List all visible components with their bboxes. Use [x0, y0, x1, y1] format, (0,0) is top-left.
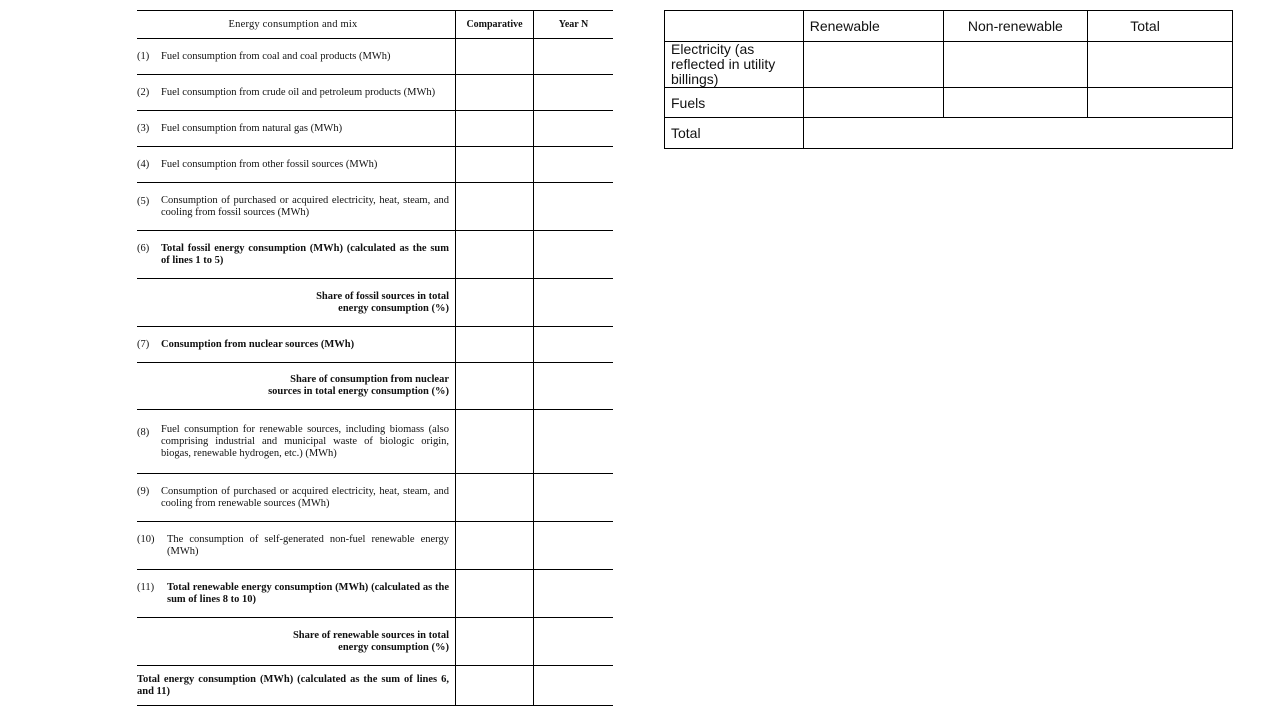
year-value-cell[interactable] [533, 111, 613, 146]
table-row [137, 231, 613, 279]
row-label: Share of renewable sources in total energy consumption (%) [292, 629, 449, 653]
table-row [137, 279, 613, 327]
row-label-electricity: Electricity (as reflected in utility billings) [665, 42, 804, 88]
table-row [137, 327, 613, 363]
table-row [137, 570, 613, 618]
year-value-cell[interactable] [533, 75, 613, 110]
comparative-value-cell[interactable] [455, 279, 533, 326]
table-header-row [137, 10, 613, 39]
row-label: Consumption of purchased or acquired electricity, heat, steam, and cooling from fossil sources (MWh) [161, 194, 449, 218]
comparative-value-cell[interactable] [455, 666, 533, 705]
comparative-value-cell[interactable] [455, 474, 533, 521]
table-row [137, 618, 613, 666]
table-title: Energy consumption and mix [228, 19, 358, 30]
row-label: Fuel consumption from other fossil sources (MWh) [161, 158, 378, 170]
non-renewable-value-cell[interactable] [943, 88, 1088, 118]
table-row [665, 42, 1233, 88]
table-header-row [665, 11, 1233, 42]
table-row [137, 75, 613, 111]
comparative-value-cell[interactable] [455, 522, 533, 569]
year-value-cell[interactable] [533, 147, 613, 182]
row-label: Consumption of purchased or acquired electricity, heat, steam, and cooling from renewable sources (MWh) [161, 485, 449, 509]
row-label: Consumption from nuclear sources (MWh) [161, 338, 355, 350]
comparative-value-cell[interactable] [455, 618, 533, 665]
year-value-cell[interactable] [533, 618, 613, 665]
row-number: (10) [137, 534, 155, 545]
year-value-cell[interactable] [533, 279, 613, 326]
year-value-cell[interactable] [533, 666, 613, 705]
year-value-cell[interactable] [533, 183, 613, 230]
row-label: The consumption of self-generated non-fuel renewable energy (MWh) [167, 533, 449, 557]
row-label: Fuel consumption from crude oil and petroleum products (MWh) [161, 86, 436, 98]
row-number: (3) [137, 123, 150, 134]
energy-consumption-table [137, 10, 613, 706]
table-row [137, 522, 613, 570]
table-row [137, 183, 613, 231]
energy-mix-table [664, 10, 1233, 149]
year-value-cell[interactable] [533, 39, 613, 74]
total-value-cell[interactable] [1088, 88, 1233, 118]
row-number: (4) [137, 159, 150, 170]
column-header-non-renewable: Non-renewable [943, 11, 1088, 42]
row-label: Fuel consumption from natural gas (MWh) [161, 122, 343, 134]
row-label: Share of fossil sources in total energy consumption (%) [316, 290, 449, 314]
row-number: (6) [137, 243, 150, 254]
year-value-cell[interactable] [533, 522, 613, 569]
comparative-value-cell[interactable] [455, 231, 533, 278]
table-row [665, 88, 1233, 118]
column-header-year: Year N [558, 19, 589, 30]
year-value-cell[interactable] [533, 474, 613, 521]
comparative-value-cell[interactable] [455, 111, 533, 146]
comparative-value-cell[interactable] [455, 147, 533, 182]
row-number: (5) [137, 196, 150, 207]
column-header-total: Total [1088, 11, 1233, 42]
renewable-value-cell[interactable] [803, 88, 943, 118]
table-row [137, 666, 613, 706]
year-value-cell[interactable] [533, 231, 613, 278]
year-value-cell[interactable] [533, 570, 613, 617]
row-number: (2) [137, 87, 150, 98]
row-label: Total fossil energy consumption (MWh) (calculated as the sum of lines 1 to 5) [161, 242, 449, 266]
comparative-value-cell[interactable] [455, 570, 533, 617]
comparative-value-cell[interactable] [455, 327, 533, 362]
table-row [665, 118, 1233, 149]
row-label: Total energy consumption (MWh) (calculated as the sum of lines 6, and 11) [137, 673, 449, 697]
total-merged-value-cell[interactable] [803, 118, 1232, 149]
row-label-total: Total [665, 118, 804, 149]
table-row [137, 39, 613, 75]
comparative-value-cell[interactable] [455, 75, 533, 110]
row-label: Fuel consumption for renewable sources, including biomass (also comprising industrial and municipal waste of biologic origin, biogas, renewable hydrogen, etc.) (MWh) [161, 423, 449, 459]
empty-header-cell [665, 11, 804, 42]
non-renewable-value-cell[interactable] [943, 42, 1088, 88]
year-value-cell[interactable] [533, 410, 613, 473]
comparative-value-cell[interactable] [455, 183, 533, 230]
row-number: (11) [137, 582, 155, 593]
comparative-value-cell[interactable] [455, 363, 533, 409]
total-value-cell[interactable] [1088, 42, 1233, 88]
row-label: Share of consumption from nuclear sources in total energy consumption (%) [268, 374, 449, 397]
row-number: (7) [137, 339, 150, 350]
row-number: (8) [137, 427, 150, 438]
year-value-cell[interactable] [533, 327, 613, 362]
row-label: Total renewable energy consumption (MWh) (calculated as the sum of lines 8 to 10) [167, 581, 449, 605]
comparative-value-cell[interactable] [455, 410, 533, 473]
table-row [137, 147, 613, 183]
table-row [137, 363, 613, 410]
row-number: (1) [137, 51, 150, 62]
table-row [137, 111, 613, 147]
row-label-fuels: Fuels [665, 88, 804, 118]
renewable-value-cell[interactable] [803, 42, 943, 88]
column-header-renewable: Renewable [803, 11, 943, 42]
comparative-value-cell[interactable] [455, 39, 533, 74]
table-row [137, 474, 613, 522]
row-number: (9) [137, 486, 150, 497]
column-header-comparative: Comparative [466, 19, 523, 30]
row-label: Fuel consumption from coal and coal products (MWh) [161, 50, 391, 62]
table-row [137, 410, 613, 474]
year-value-cell[interactable] [533, 363, 613, 409]
